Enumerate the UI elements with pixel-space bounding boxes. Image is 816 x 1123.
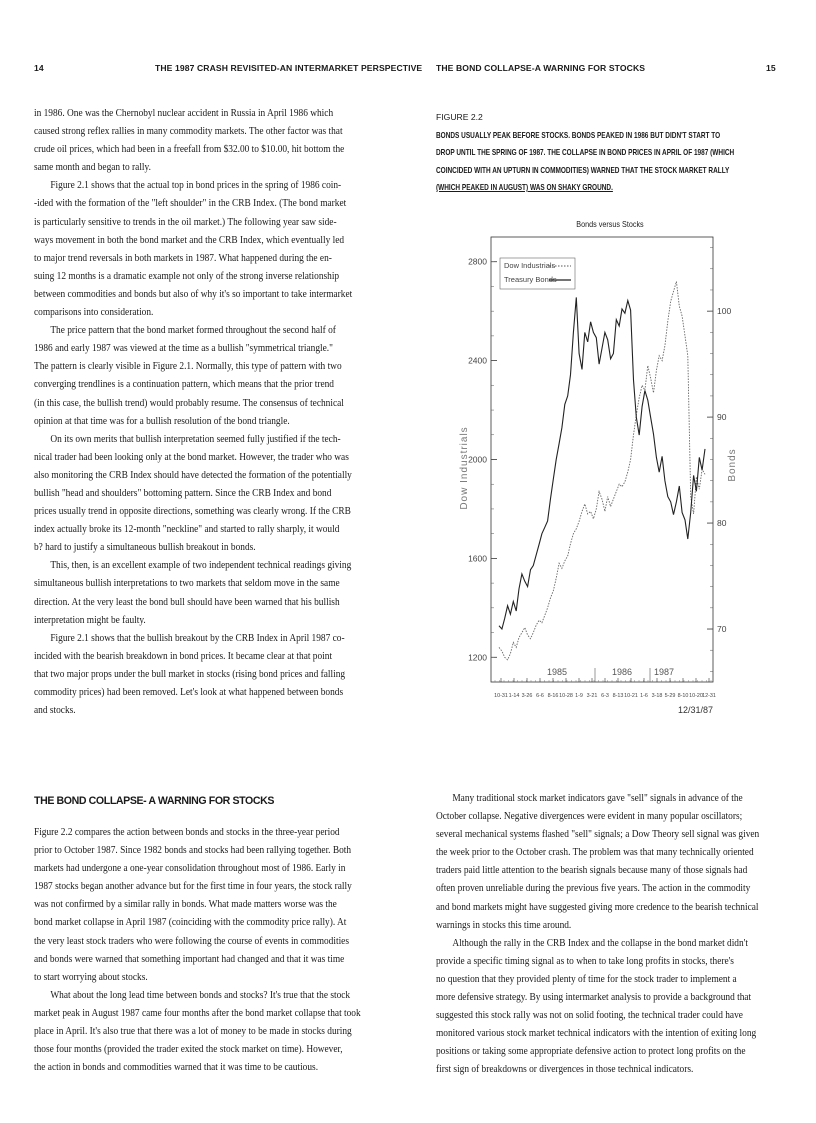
text-line: Figure 2.1 shows that the actual top in bond prices in the spring of 1986 coin- [50, 179, 342, 192]
y-right-label: Bonds [727, 448, 738, 482]
year-label: 1985 [546, 667, 568, 677]
y-right-tick-label: 90 [717, 412, 727, 423]
text-line: ways movement in both the bond market and the CRB Index, which eventually led [34, 233, 345, 246]
text-line: that two major props under the bull market in stocks (rising bond prices and falling [34, 667, 346, 680]
text-line: more defensive strategy. By using intermarket analysis to provide a background that [436, 991, 752, 1004]
text-line: nical trader had been looking only at the bond market. However, the trader who was [34, 450, 349, 463]
text-line: warnings in stocks this time around. [436, 918, 572, 931]
text-line: traders paid little attention to the bearish signals because many of those signals had [436, 864, 748, 877]
text-line: and stocks. [34, 704, 76, 717]
text-line: often proven unreliable during the previous five years. The action in the commodity [436, 882, 751, 895]
text-line: several mechanical systems flashed "sell" signals; a Dow Theory sell signal was given [436, 828, 760, 841]
text-line: same month and began to rally. [34, 161, 151, 174]
text-line: Figure 2.2 compares the action between bonds and stocks in the three-year period [34, 826, 340, 838]
text-line: Although the rally in the CRB Index and the collapse in the bond market didn't [452, 936, 748, 949]
y-left-tick-label: 2400 [468, 355, 487, 366]
legend [500, 258, 575, 289]
text-line: What about the long lead time between bonds and stocks? It's true that the stock [50, 988, 351, 1001]
dow-industrials-line [499, 282, 705, 660]
text-line: suing 12 months is a dramatic example not only of the strong inverse relationship [34, 269, 340, 282]
y-right-tick-label: 80 [717, 518, 727, 529]
text-line: markets had undergone a one-year consolidation throughout most of 1986. Early in [34, 862, 346, 875]
x-tick-label: 6-3 [601, 693, 609, 699]
legend-bonds-label: Treasury Bonds [504, 275, 557, 284]
text-line: and bonds were warned that something important had changed and that it was time [34, 952, 345, 965]
text-line: provide a specific timing signal as to when to take long profits in stocks, there's [436, 954, 734, 967]
y-left-tick-label: 1600 [468, 553, 487, 564]
x-tick-label: 3-18 [651, 693, 663, 699]
running-header-right: THE BOND COLLAPSE-A WARNING FOR STOCKS [436, 63, 646, 73]
text-line: between commodities and bonds but also of why it's so important to take intermarket [34, 287, 353, 300]
x-tick-label: 6-6 [536, 693, 544, 699]
text-line: was not confirmed by a similar rally in bonds. What made matters worse was the [34, 898, 337, 911]
text-line: prior to October 1987. Since 1982 bonds and stocks had been rallying together. Both [34, 844, 352, 857]
text-line: This, then, is an excellent example of two independent technical readings giving [50, 559, 352, 572]
caption-line: COINCIDED WITH AN UPTURN IN COMMODITIES) WARNED THAT THE STOCK MARKET RALLY [436, 164, 730, 175]
text-line: commodity prices) had been removed. Let's look at what happened between bonds [34, 686, 344, 698]
text-line: -ided with the formation of the "left shoulder" in the CRB Index. (The bond market [34, 197, 347, 210]
text-line: The pattern is clearly visible in Figure 2.1. Normally, this type of pattern with two [34, 360, 342, 373]
x-tick-label: 1-9 [575, 693, 583, 699]
left-axis [468, 237, 497, 682]
text-line: comparisons into consideration. [34, 306, 154, 319]
text-line: Figure 2.1 shows that the bullish breakout by the CRB Index in April 1987 co- [50, 631, 345, 644]
running-header-left: THE 1987 CRASH REVISITED-AN INTERMARKET PERSPECTIVE [155, 63, 423, 73]
year-label: 1987 [653, 667, 675, 677]
text-line: also monitoring the CRB Index should have detected the formation of the potentially [34, 468, 352, 481]
figure-caption [436, 127, 764, 197]
treasury-bonds-line [499, 297, 705, 629]
y-left-tick-label: 2800 [468, 256, 487, 267]
y-right-tick-label: 100 [717, 306, 732, 317]
caption-line: BONDS USUALLY PEAK BEFORE STOCKS. BONDS PEAKED IN 1986 BUT DIDN'T START TO [436, 130, 721, 140]
y-right-tick-label: 70 [717, 624, 727, 635]
text-line: to major trend reversals in both markets in 1987. What happened during the en- [34, 251, 332, 264]
text-line: b? hard to justify a simultaneous bullish breakout in bonds. [34, 541, 256, 554]
x-tick-label: 3-21 [586, 693, 598, 699]
text-line: in 1986. One was the Chernobyl nuclear accident in Russia in April 1986 which [34, 107, 334, 119]
legend-dow-label: Dow Industrials [504, 261, 556, 270]
text-line: monitored various stock market technical indicators with the intention of exiting long [436, 1027, 757, 1040]
text-line: first sign of breakdowns or divergences in those technical indicators. [436, 1063, 694, 1076]
text-line: direction. At the very least the bond bull should have been warned that his bullish [34, 595, 340, 608]
text-line: suggested this stock rally was not on solid footing, the technical trader could have [436, 1009, 743, 1022]
x-tick-label: 8-10 [677, 693, 689, 699]
page-number-right: 15 [766, 63, 776, 73]
text-line: opinion at that time was for a bullish resolution of the bond triangle. [34, 414, 290, 427]
plot-frame [491, 237, 713, 682]
text-line: the action in bonds and commodities warned that it was time to be cautious. [34, 1061, 319, 1074]
x-tick-label: 12-31 [702, 693, 716, 699]
text-line: the very least stock traders who were following the course of events in commodities [34, 934, 349, 947]
text-line: index actually broke its 12-month "neckline" and started to rally sharply, it would [34, 523, 340, 536]
x-tick-label: 5-29 [664, 693, 676, 699]
text-line: market peak in August 1987 came four months after the bond market collapse that took [34, 1006, 361, 1019]
chart-title: Bonds versus Stocks [576, 219, 644, 230]
text-line: positions or taking some appropriate defensive action to protect long profits on the [436, 1045, 746, 1058]
series-lines [499, 282, 705, 660]
x-tick-label: 10-28 [559, 693, 573, 699]
end-date-label: 12/31/87 [677, 705, 713, 715]
text-line: 1986 and early 1987 was viewed at the time as a bullish "symmetrical triangle." [34, 342, 333, 355]
year-label: 1986 [611, 667, 633, 677]
text-line: caused strong reflex rallies in many commodity markets. The other factor was that [34, 125, 343, 138]
text-line: bullish "head and shoulders" bottoming pattern. Since the CRB Index and bond [34, 486, 332, 499]
text-line: simultaneous bullish interpretations to two markets that seldom move in the same [34, 577, 340, 590]
x-tick-label: 1-6 [640, 693, 648, 699]
y-left-label: Dow Industrials [459, 426, 470, 510]
text-line: (in this case, the bullish trend) would probably resume. The consensus of technical [34, 396, 344, 409]
text-line: and bond markets might have suggested giving more credence to the bearish technical [436, 900, 759, 913]
text-line: The price pattern that the bond market formed throughout the second half of [50, 324, 336, 337]
text-line: prices usually trend in opposite directions, something was clearly wrong. If the CRB [34, 505, 351, 518]
x-tick-label: 10-20 [689, 693, 703, 699]
y-left-tick-label: 1200 [468, 652, 487, 663]
caption-line: (WHICH PEAKED IN AUGUST) WAS ON SHAKY GROUND. [436, 182, 613, 193]
x-tick-label: 8-13 [612, 693, 624, 699]
y-left-tick-label: 2000 [468, 454, 487, 465]
text-line: the week prior to the October crash. The problem was that many technically oriented [436, 846, 754, 859]
right-body-bottom [436, 789, 790, 1079]
caption-line: DROP UNTIL THE SPRING OF 1987. THE COLLAPSE IN BOND PRICES IN APRIL OF 1987 (WHICH [436, 147, 735, 158]
text-line: incided with the bearish breakdown in bond prices. It became clear at that point [34, 649, 333, 662]
text-line: is particularly sensitive to trends in the oil market.) The following year saw side- [34, 215, 337, 228]
bonds-vs-stocks-chart [445, 210, 745, 750]
section-heading: THE BOND COLLAPSE- A WARNING FOR STOCKS [34, 795, 275, 807]
x-tick-label: 10-21 [624, 693, 638, 699]
text-line: those four months (provided the trader exited the stock market on time). However, [34, 1043, 343, 1056]
text-line: to start worrying about stocks. [34, 970, 148, 983]
text-line: place in April. It's also true that there was a lot of money to be made in stocks during [34, 1025, 352, 1038]
figure-label: FIGURE 2.2 [436, 112, 483, 122]
x-tick-label: 1-14 [508, 693, 520, 699]
x-tick-label: 8-16 [547, 693, 559, 699]
x-tick-label: 10-31 [494, 693, 508, 699]
text-line: no question that they provided plenty of time for the stock trader to implement a [436, 972, 737, 985]
text-line: 1987 stocks began another advance but for the first time in four years, the stock rally [34, 880, 352, 893]
text-line: On its own merits that bullish interpretation seemed fully justified if the tech- [50, 432, 341, 445]
left-body-top [34, 104, 381, 719]
x-axis [494, 678, 716, 699]
text-line: interpretation might be faulty. [34, 613, 146, 626]
text-line: Many traditional stock market indicators gave "sell" signals in advance of the [452, 792, 743, 804]
text-line: bond market collapse in April 1987 (coinciding with the commodity price rally). At [34, 916, 347, 929]
text-line: converging trendlines is a continuation pattern, which means that the prior trend [34, 378, 334, 391]
page-number-left: 14 [34, 63, 44, 73]
x-tick-label: 3-26 [521, 693, 533, 699]
text-line: crude oil prices, which had been in a freefall from $32.00 to $10.00, hit bottom the [34, 143, 345, 156]
left-body-bottom [34, 823, 381, 1076]
text-line: October collapse. Negative divergences were evident in many popular oscillators; [436, 810, 743, 823]
